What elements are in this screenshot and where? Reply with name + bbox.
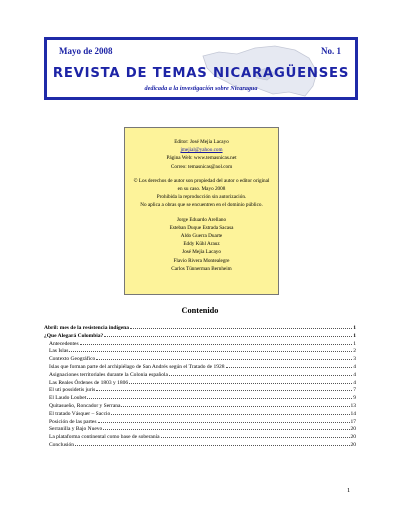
magazine-title: REVISTA DE TEMAS NICARAGÜENSES bbox=[52, 66, 350, 81]
toc-entry-page: 2 bbox=[353, 348, 356, 355]
toc-entry-title: ¿Que Alegará Colombia? bbox=[44, 332, 104, 339]
toc-entry-title: Serranilla y Bajo Nuevo bbox=[49, 426, 103, 433]
toc-entry[interactable] bbox=[44, 403, 356, 411]
contributor-name: Jorge Eduardo Arellano bbox=[176, 216, 227, 223]
contributor-name: José Mejía Lacayo bbox=[182, 249, 221, 256]
toc-dot-leader bbox=[69, 351, 352, 352]
magazine-subtitle: dedicada a la investigación sobre Nicaragua bbox=[144, 85, 258, 92]
masthead bbox=[44, 37, 358, 100]
toc-entry[interactable] bbox=[44, 333, 356, 341]
toc-dot-leader bbox=[129, 383, 352, 384]
toc-entry-page: 7 bbox=[353, 387, 356, 394]
toc-entry-page: 1 bbox=[353, 332, 356, 339]
toc-dot-leader bbox=[111, 414, 349, 415]
toc-entry-title: Antecedentes bbox=[49, 340, 79, 347]
toc-entry-page: 20 bbox=[350, 426, 356, 433]
website-line[interactable]: Página Web: www.temasnicas.net bbox=[166, 155, 237, 162]
toc-dot-leader bbox=[104, 336, 352, 337]
toc-entry-page: 4 bbox=[353, 363, 356, 370]
toc-entry-title: Contexto Geográfico bbox=[49, 356, 96, 363]
toc-dot-leader bbox=[98, 422, 350, 423]
toc-dot-leader bbox=[130, 328, 352, 329]
toc-entry-title: Las Islas bbox=[49, 348, 69, 355]
toc-entry[interactable] bbox=[44, 341, 356, 349]
toc-entry-title: El Laudo Loubet bbox=[49, 395, 87, 402]
contents-heading: Contenido bbox=[181, 306, 219, 315]
toc-entry-title: Abril: mes de la resistencia indígena bbox=[44, 325, 129, 331]
toc-entry[interactable] bbox=[44, 364, 356, 372]
toc-entry-page: 4 bbox=[353, 379, 356, 386]
toc-entry[interactable] bbox=[44, 419, 356, 427]
contributor-name: Carlos Tünnerman Bernheim bbox=[171, 265, 232, 272]
copyright-line: © Los derechos de autor son propiedad del autor o editor original bbox=[133, 177, 270, 184]
editor-email-link[interactable]: jmejial@yahoo.com bbox=[180, 147, 223, 154]
toc-entry-page: 3 bbox=[353, 356, 356, 363]
toc-entry-title: Las Reales Órdenes de 1803 y 1806 bbox=[49, 379, 129, 386]
editor-line: Editor: José Mejía Lacayo bbox=[174, 139, 229, 145]
toc-entry-title: Conclusión bbox=[49, 441, 75, 448]
credits-box bbox=[124, 127, 279, 295]
toc-entry[interactable] bbox=[44, 387, 356, 395]
toc-entry[interactable] bbox=[44, 356, 356, 364]
toc-dot-leader bbox=[103, 429, 349, 430]
toc-entry[interactable] bbox=[44, 395, 356, 403]
toc-dot-leader bbox=[96, 359, 352, 360]
toc-entry-title: El uti possidetis juris bbox=[49, 387, 96, 394]
contact-email-line[interactable]: Correo: temasnicas@aol.com bbox=[170, 163, 233, 170]
issue-number: No. 1 bbox=[321, 46, 341, 56]
toc-entry-page: 14 bbox=[350, 410, 356, 417]
toc-dot-leader bbox=[75, 445, 349, 446]
toc-entry[interactable] bbox=[44, 426, 356, 434]
toc-entry[interactable] bbox=[44, 325, 356, 333]
toc-entry-page: 13 bbox=[350, 402, 356, 409]
contributor-name: Flavio Rivera Montealegre bbox=[173, 257, 230, 264]
toc-entry-page: 9 bbox=[353, 395, 356, 402]
toc-entry-page: 4 bbox=[353, 371, 356, 378]
toc-entry-title: El tratado Vásquer – Saccio bbox=[49, 410, 111, 417]
copyright-line: No aplica a obras que se encuentren en el dominio público. bbox=[140, 202, 263, 209]
toc-dot-leader bbox=[80, 344, 353, 345]
toc-dot-leader bbox=[87, 398, 352, 399]
toc-entry[interactable] bbox=[44, 442, 356, 450]
toc-entry-title: La plataforma continental como base de soberanía bbox=[49, 434, 160, 441]
contributor-name: Aldo Guerra Duarte bbox=[180, 233, 223, 240]
issue-date: Mayo de 2008 bbox=[59, 46, 113, 56]
toc-entry-page: 1 bbox=[353, 325, 356, 331]
toc-dot-leader bbox=[169, 375, 352, 376]
toc-entry[interactable] bbox=[44, 434, 356, 442]
toc-dot-leader bbox=[226, 367, 353, 368]
toc-entry-page: 20 bbox=[350, 434, 356, 441]
toc-entry[interactable] bbox=[44, 372, 356, 380]
contributor-name: Eddy Kühl Arauz bbox=[183, 241, 220, 248]
toc-entry-page: 17 bbox=[350, 418, 356, 425]
contributor-name: Esteban Duque Estrada Sacasa bbox=[169, 224, 234, 231]
toc-entry-page: 20 bbox=[350, 441, 356, 448]
page-number: 1 bbox=[347, 487, 351, 494]
toc-entry-page: 1 bbox=[353, 340, 356, 347]
toc-entry-title: Asignaciones territoriales durante la Colonia española bbox=[49, 371, 168, 378]
toc-entry-title: Posición de las partes bbox=[49, 418, 97, 425]
toc-dot-leader bbox=[96, 390, 352, 391]
toc-dot-leader bbox=[161, 437, 350, 438]
toc-entry[interactable] bbox=[44, 380, 356, 388]
copyright-line: en su caso. Mayo 2008 bbox=[177, 186, 226, 193]
toc-entry-title: Quitasueño, Roncador y Serrana bbox=[49, 402, 121, 409]
toc-dot-leader bbox=[121, 406, 349, 407]
toc-entry[interactable] bbox=[44, 411, 356, 419]
table-of-contents bbox=[44, 325, 356, 450]
toc-entry-title: Islas que forman parte del archipiélago de San Andrés según el Tratado de 1928 bbox=[49, 363, 225, 370]
copyright-line: Prohibida la reproducción sin autorización. bbox=[156, 194, 247, 201]
